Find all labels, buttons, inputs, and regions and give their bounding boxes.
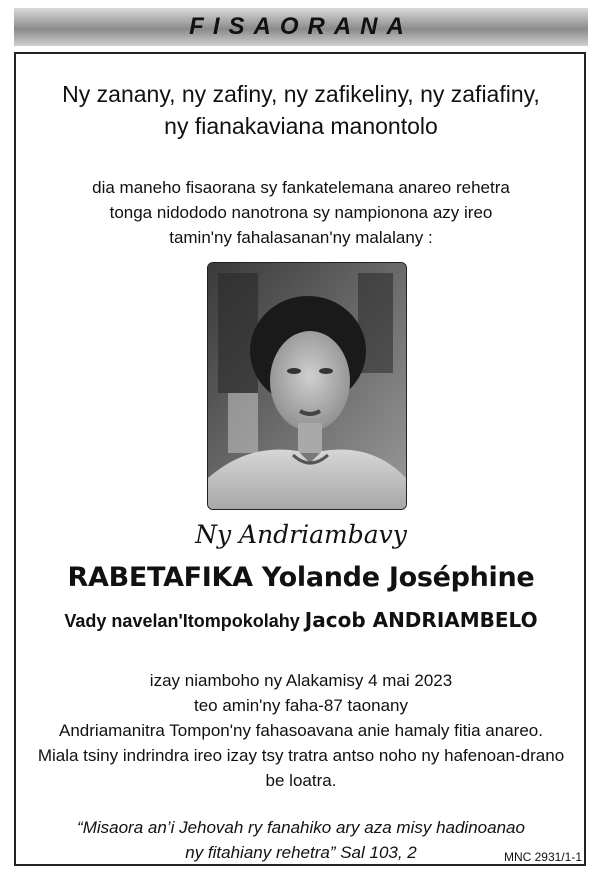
details-line-5: be loatra. [265, 771, 337, 790]
thanks-block [16, 175, 586, 250]
deceased-name: RABETAFIKA Yolande Joséphine [67, 562, 535, 593]
quote-line-1: “Misaora an’i Jehovah ry fanahiko ary aza misy hadinoanao [77, 818, 525, 837]
portrait-photo [207, 262, 407, 510]
family-line-2: ny fianakaviana manontolo [164, 113, 438, 139]
portrait-image [208, 263, 406, 509]
page-title: FISAORANA [189, 13, 413, 40]
family-block [16, 78, 586, 142]
header-banner [14, 8, 588, 46]
thanks-line-1: dia maneho fisaorana sy fankatelemana anareo rehetra [92, 178, 510, 197]
details-line-1: izay niamboho ny Alakamisy 4 mai 2023 [149, 671, 453, 690]
thanks-line-3: tamin'ny fahalasanan'ny malalany : [169, 228, 433, 247]
quote-line-2: ny fitahiany rehetra” Sal 103, 2 [185, 843, 417, 862]
spouse-name: Jacob ANDRIAMBELO [304, 608, 538, 632]
details-block [16, 668, 586, 793]
family-line-1: Ny zanany, ny zafiny, ny zafikeliny, ny zafiafiny, [62, 81, 540, 107]
details-line-3: Andriamanitra Tompon'ny fahasoavana anie hamaly fitia anareo. [59, 721, 543, 740]
thanks-line-2: tonga nidododo nanotrona sy nampionona azy ireo [109, 203, 493, 222]
spouse-prefix: Vady navelan'Itompokolahy [64, 611, 300, 631]
details-line-4: Miala tsiny indrindra ireo izay tsy tratra antso noho ny hafenoan-drano [37, 746, 565, 765]
scripture-quote [16, 815, 586, 865]
reference-code: MNC 2931/1-1 [503, 850, 582, 864]
spouse-line [16, 608, 586, 632]
details-line-2: teo amin'ny faha-87 taonany [193, 696, 408, 715]
honorific: Ny Andriambavy [195, 520, 407, 549]
